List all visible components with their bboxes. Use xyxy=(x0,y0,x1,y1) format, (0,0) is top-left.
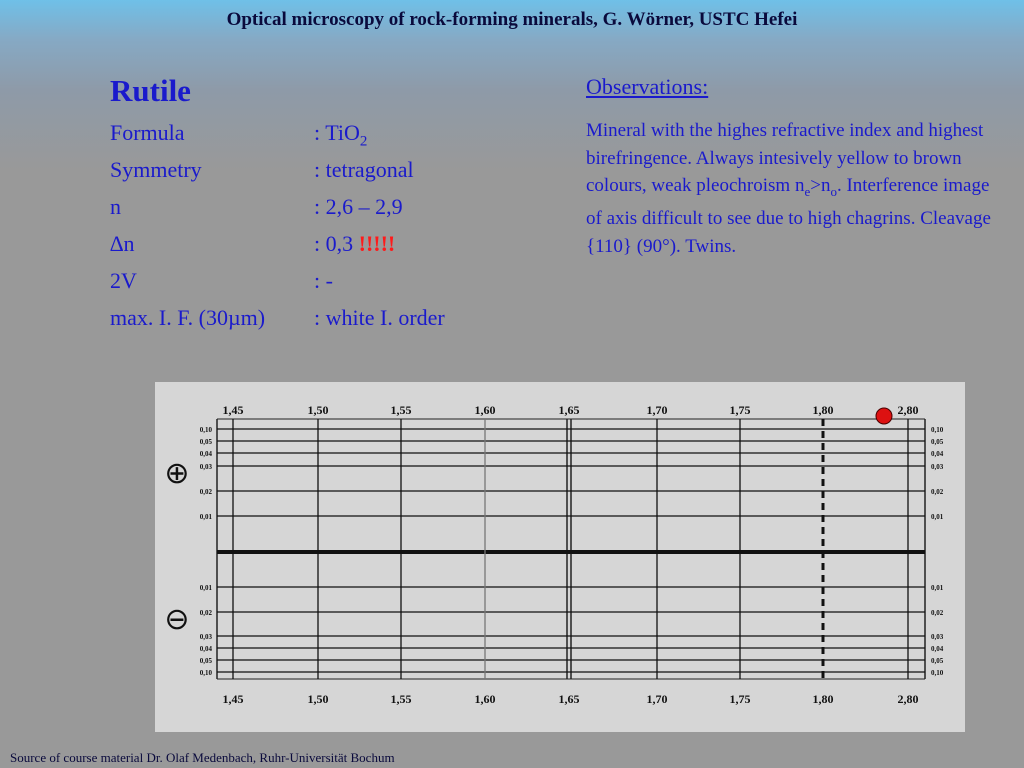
property-value: : TiO$_2$ xyxy=(314,120,368,150)
observations-heading: Observations: xyxy=(586,74,709,99)
observations-text: Mineral with the highes refractive index and highest birefringence. Always intesively yellow to brown colours, weak pleochroism $n_e>n_o$. Interference image of axis difficult to see due to high chagrins. Cleavage {110} (90°). Twins. xyxy=(586,120,991,257)
x-tick-label-bottom: 1,55 xyxy=(390,692,412,706)
chart-svg xyxy=(155,382,965,732)
y-tick-label-left: 0,01 xyxy=(199,513,212,521)
emphasis-marks: !!!!! xyxy=(358,231,396,256)
y-tick-label-right: 0,10 xyxy=(931,426,944,434)
x-tick-label-top: 1,60 xyxy=(474,403,496,417)
x-tick-label-top: 1,70 xyxy=(646,403,668,417)
property-value: : tetragonal xyxy=(314,157,414,182)
property-value: : 2,6 – 2,9 xyxy=(314,194,403,219)
y-tick-label-right: 0,02 xyxy=(931,609,944,617)
y-tick-label-right: 0,03 xyxy=(931,463,944,471)
x-tick-label-top: 1,45 xyxy=(222,403,244,417)
x-tick-label-bottom: 1,65 xyxy=(558,692,580,706)
x-tick-label-top: 1,75 xyxy=(729,403,751,417)
y-tick-label-left: 0,03 xyxy=(199,633,212,641)
x-tick-label-bottom: 1,70 xyxy=(646,692,668,706)
y-tick-label-right: 0,10 xyxy=(931,669,944,677)
y-tick-label-right: 0,02 xyxy=(931,488,944,496)
y-tick-label-left: 0,01 xyxy=(199,584,212,592)
x-tick-label-bottom: 2,80 xyxy=(897,692,919,706)
x-tick-label-top: 1,65 xyxy=(558,403,580,417)
property-label: 2V xyxy=(110,268,137,293)
y-tick-label-right: 0,05 xyxy=(931,657,944,665)
y-tick-label-left: 0,02 xyxy=(199,609,212,617)
y-tick-label-left: 0,02 xyxy=(199,488,212,496)
negative-sign-icon: ⊖ xyxy=(164,602,190,637)
x-tick-label-bottom: 1,45 xyxy=(222,692,244,706)
property-value: : 0,3 !!!!! xyxy=(314,231,396,256)
y-tick-label-left: 0,04 xyxy=(199,645,212,653)
y-tick-label-left: 0,03 xyxy=(199,463,212,471)
x-tick-label-bottom: 1,80 xyxy=(812,692,834,706)
property-value: : white I. order xyxy=(314,305,445,330)
y-tick-label-right: 0,01 xyxy=(931,584,944,592)
property-label: n xyxy=(110,194,121,219)
x-tick-label-top: 1,55 xyxy=(390,403,412,417)
x-tick-label-bottom: 1,60 xyxy=(474,692,496,706)
x-tick-label-bottom: 1,50 xyxy=(307,692,329,706)
header-title: Optical microscopy of rock-forming minerals, G. Wörner, USTC Hefei xyxy=(226,9,798,30)
property-value: : - xyxy=(314,268,333,293)
property-label: ∆n xyxy=(110,231,135,256)
x-tick-label-top: 1,80 xyxy=(812,403,834,417)
y-tick-label-right: 0,05 xyxy=(931,438,944,446)
rutile-data-point xyxy=(876,408,892,424)
property-label: max. I. F. (30µm) xyxy=(110,305,266,330)
property-label: Symmetry xyxy=(110,157,202,182)
mineral-name: Rutile xyxy=(110,73,191,108)
x-tick-label-top: 1,50 xyxy=(307,403,329,417)
birefringence-chart xyxy=(155,382,965,732)
x-tick-label-top: 2,80 xyxy=(897,403,919,417)
y-tick-label-right: 0,03 xyxy=(931,633,944,641)
y-tick-label-right: 0,01 xyxy=(931,513,944,521)
y-tick-label-left: 0,10 xyxy=(199,669,212,677)
y-tick-label-left: 0,10 xyxy=(199,426,212,434)
x-tick-label-bottom: 1,75 xyxy=(729,692,751,706)
source-note: Source of course material Dr. Olaf Medenbach, Ruhr-Universität Bochum xyxy=(10,750,395,765)
positive-sign-icon: ⊕ xyxy=(164,456,190,491)
y-tick-label-right: 0,04 xyxy=(931,645,944,653)
y-tick-label-left: 0,05 xyxy=(199,438,212,446)
y-tick-label-left: 0,05 xyxy=(199,657,212,665)
y-tick-label-right: 0,04 xyxy=(931,450,944,458)
property-label: Formula xyxy=(110,120,185,145)
y-tick-label-left: 0,04 xyxy=(199,450,212,458)
